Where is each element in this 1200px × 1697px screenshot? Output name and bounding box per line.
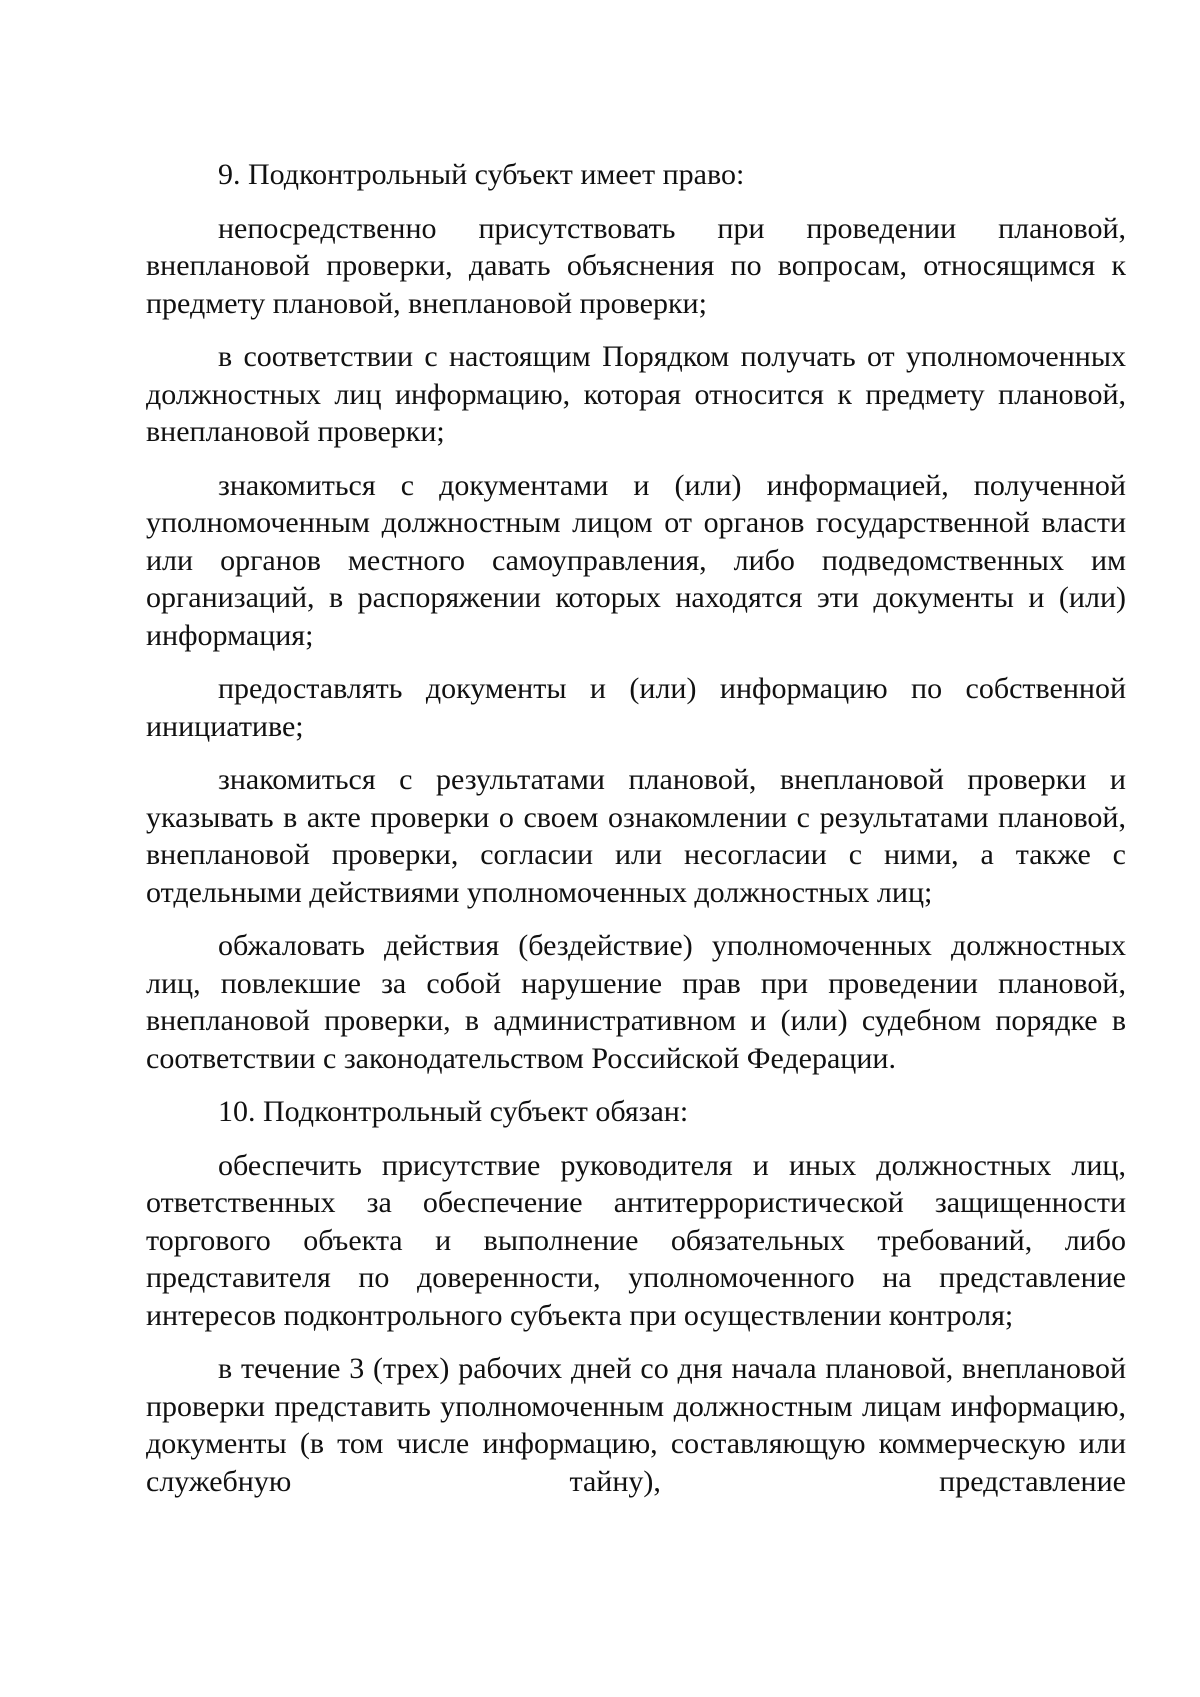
section-10-heading: 10. Подконтрольный субъект обязан:: [218, 1095, 689, 1128]
obligation-item-ensure-presence: обеспечить присутствие руководителя и иных должностных лиц, ответственных за обеспечение антитеррористической защищенности торгового объекта и выполнение обязательных требований, либо представителя по доверенности, уполномоченного на представление интересов подконтрольного субъекта при осуществлении контроля;: [146, 1148, 1126, 1332]
document-text: [146, 156, 1126, 1500]
right-item-attend: непосредственно присутствовать при проведении плановой, внеплановой проверки, давать объяснения по вопросам, относящимся к предмету плановой, внеплановой проверки;: [146, 211, 1126, 320]
right-item-receive-info: в соответствии с настоящим Порядком получать от уполномоченных должностных лиц информацию, которая относится к предмету плановой, внеплановой проверки;: [146, 340, 1126, 448]
right-item-review-results: знакомиться с результатами плановой, внеплановой проверки и указывать в акте проверки о своем ознакомлении с результатами плановой, внеплановой проверки, согласии или несогласии с ними, а также с отдельными действиями уполномоченных должностных лиц;: [146, 763, 1126, 909]
obligation-item-provide-info: в течение 3 (трех) рабочих дней со дня начала плановой, внеплановой проверки представить уполномоченным должностным лицам информацию, документы (в том числе информацию, составляющую коммерческую или служебную тайну), представление: [146, 1352, 1126, 1498]
right-item-appeal: обжаловать действия (бездействие) уполномоченных должностных лиц, повлекшие за собой нарушение прав при проведении плановой, внеплановой проверки, в административном и (или) судебном порядке в соответствии с законодательством Российской Федерации.: [146, 929, 1126, 1075]
right-item-review-documents: знакомиться с документами и (или) информацией, полученной уполномоченным должностным лицом от органов государственной власти или органов местного самоуправления, либо подведомственных им организаций, в распоряжении которых находятся эти документы и (или) информация;: [146, 468, 1126, 652]
section-9-heading: 9. Подконтрольный субъект имеет право:: [218, 158, 745, 191]
right-item-provide-documents: предоставлять документы и (или) информацию по собственной инициативе;: [146, 672, 1126, 743]
